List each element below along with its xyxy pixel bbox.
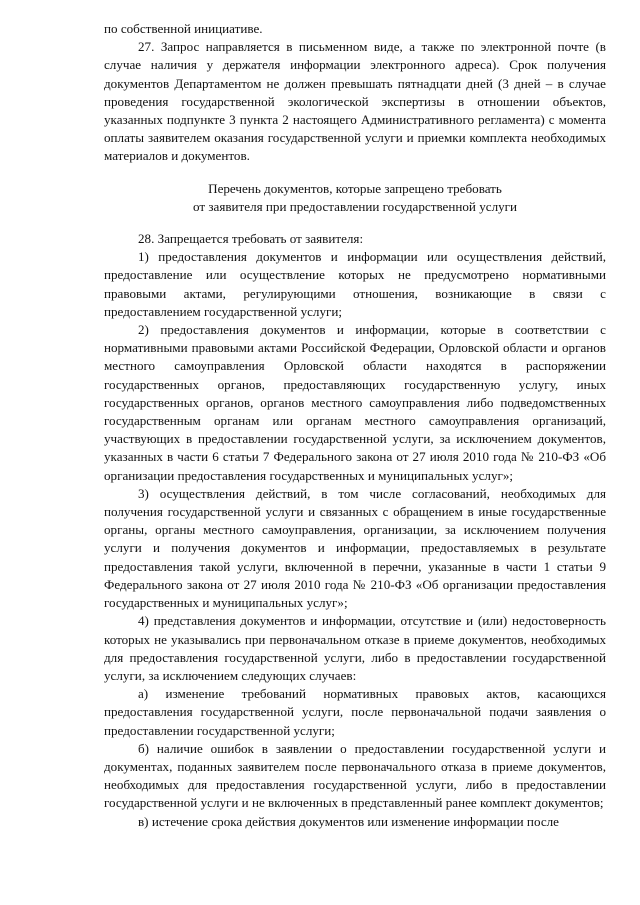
- list-item-4: 4) представления документов и информации, отсутствие и (или) недостоверность которых не указывались при первоначальном отказе в приеме документов, необходимых для предоставления государственной услуги, либо в предоставлении государственной услуги, за исключением следующих случаев:: [104, 613, 606, 683]
- section-heading-line-1: Перечень документов, которые запрещено требовать: [208, 180, 502, 196]
- list-item-2: 2) предоставления документов и информации, которые в соответствии с нормативными правовыми актами Российской Федерации, Орловской области и органов местного самоуправления Орловской области находятся в распоряжении государственных органов, предоставляющих государственную услугу, иных государственных органов, органов местного самоуправления либо подведомственных государственным органам или органам местного самоуправления организаций, участвующих в предоставлении государственной услуги, за исключением документов, указанных в части 6 статьи 7 Федерального закона от 27 июля 2010 года № 210-ФЗ «Об организации предоставления государственных и муниципальных услуг»;: [104, 322, 606, 483]
- paragraph-27: 27. Запрос направляется в письменном виде, а также по электронной почте (в случае наличия у держателя информации электронного адреса). Срок получения документов Департаментом не должен превышать пятнадцати дней (3 дней – в случае проведения государственной экологической экспертизы в отношении объектов, указанных подпункте 3 пункта 2 настоящего Административного регламента) с момента оплаты заявителем оказания государственной услуги и приемки комплекта необходимых материалов и документов.: [104, 39, 606, 164]
- spacer: [104, 166, 606, 180]
- list-item-4b: б) наличие ошибок в заявлении о предоставлении государственной услуги и документах, поданных заявителем после первоначального отказа в приеме документов, необходимых для предоставления государственной услуги, либо в предоставлении государственной услуги и не включенных в представленный ранее комплект документов;: [104, 740, 606, 811]
- section-heading-line-2: от заявителя при предоставлении государственной услуги: [192, 198, 518, 214]
- list-item-3: 3) осуществления действий, в том числе согласований, необходимых для получения государственной услуги и связанных с обращением в иные государственные органы, органы местного самоуправления, организации, за исключением получения услуги и получения документов и информации, предоставляемых в результате предоставления такой услуги, включенной в перечни, указанные в части 1 статьи 9 Федерального закона от 27 июля 2010 года № 210-ФЗ «Об организации предоставления государственных и муниципальных услуг»;: [104, 485, 606, 611]
- paragraph-28: 28. Запрещается требовать от заявителя:: [138, 231, 364, 247]
- list-item-4a: а) изменение требований нормативных правовых актов, касающихся предоставления государственной услуги, после первоначальной подачи заявления о предоставлении государственной услуги;: [104, 686, 606, 738]
- paragraph-continuation: по собственной инициативе.: [104, 21, 263, 36]
- list-item-1: 1) предоставления документов и информации или осуществления действий, предоставление или осуществление которых не предусмотрено нормативными правовыми актами, регулирующими отношения, возникающие в связи с предоставлением государственной услуги;: [104, 249, 606, 319]
- list-item-4c: в) истечение срока действия документов или изменение информации после: [138, 813, 559, 829]
- spacer: [104, 216, 606, 230]
